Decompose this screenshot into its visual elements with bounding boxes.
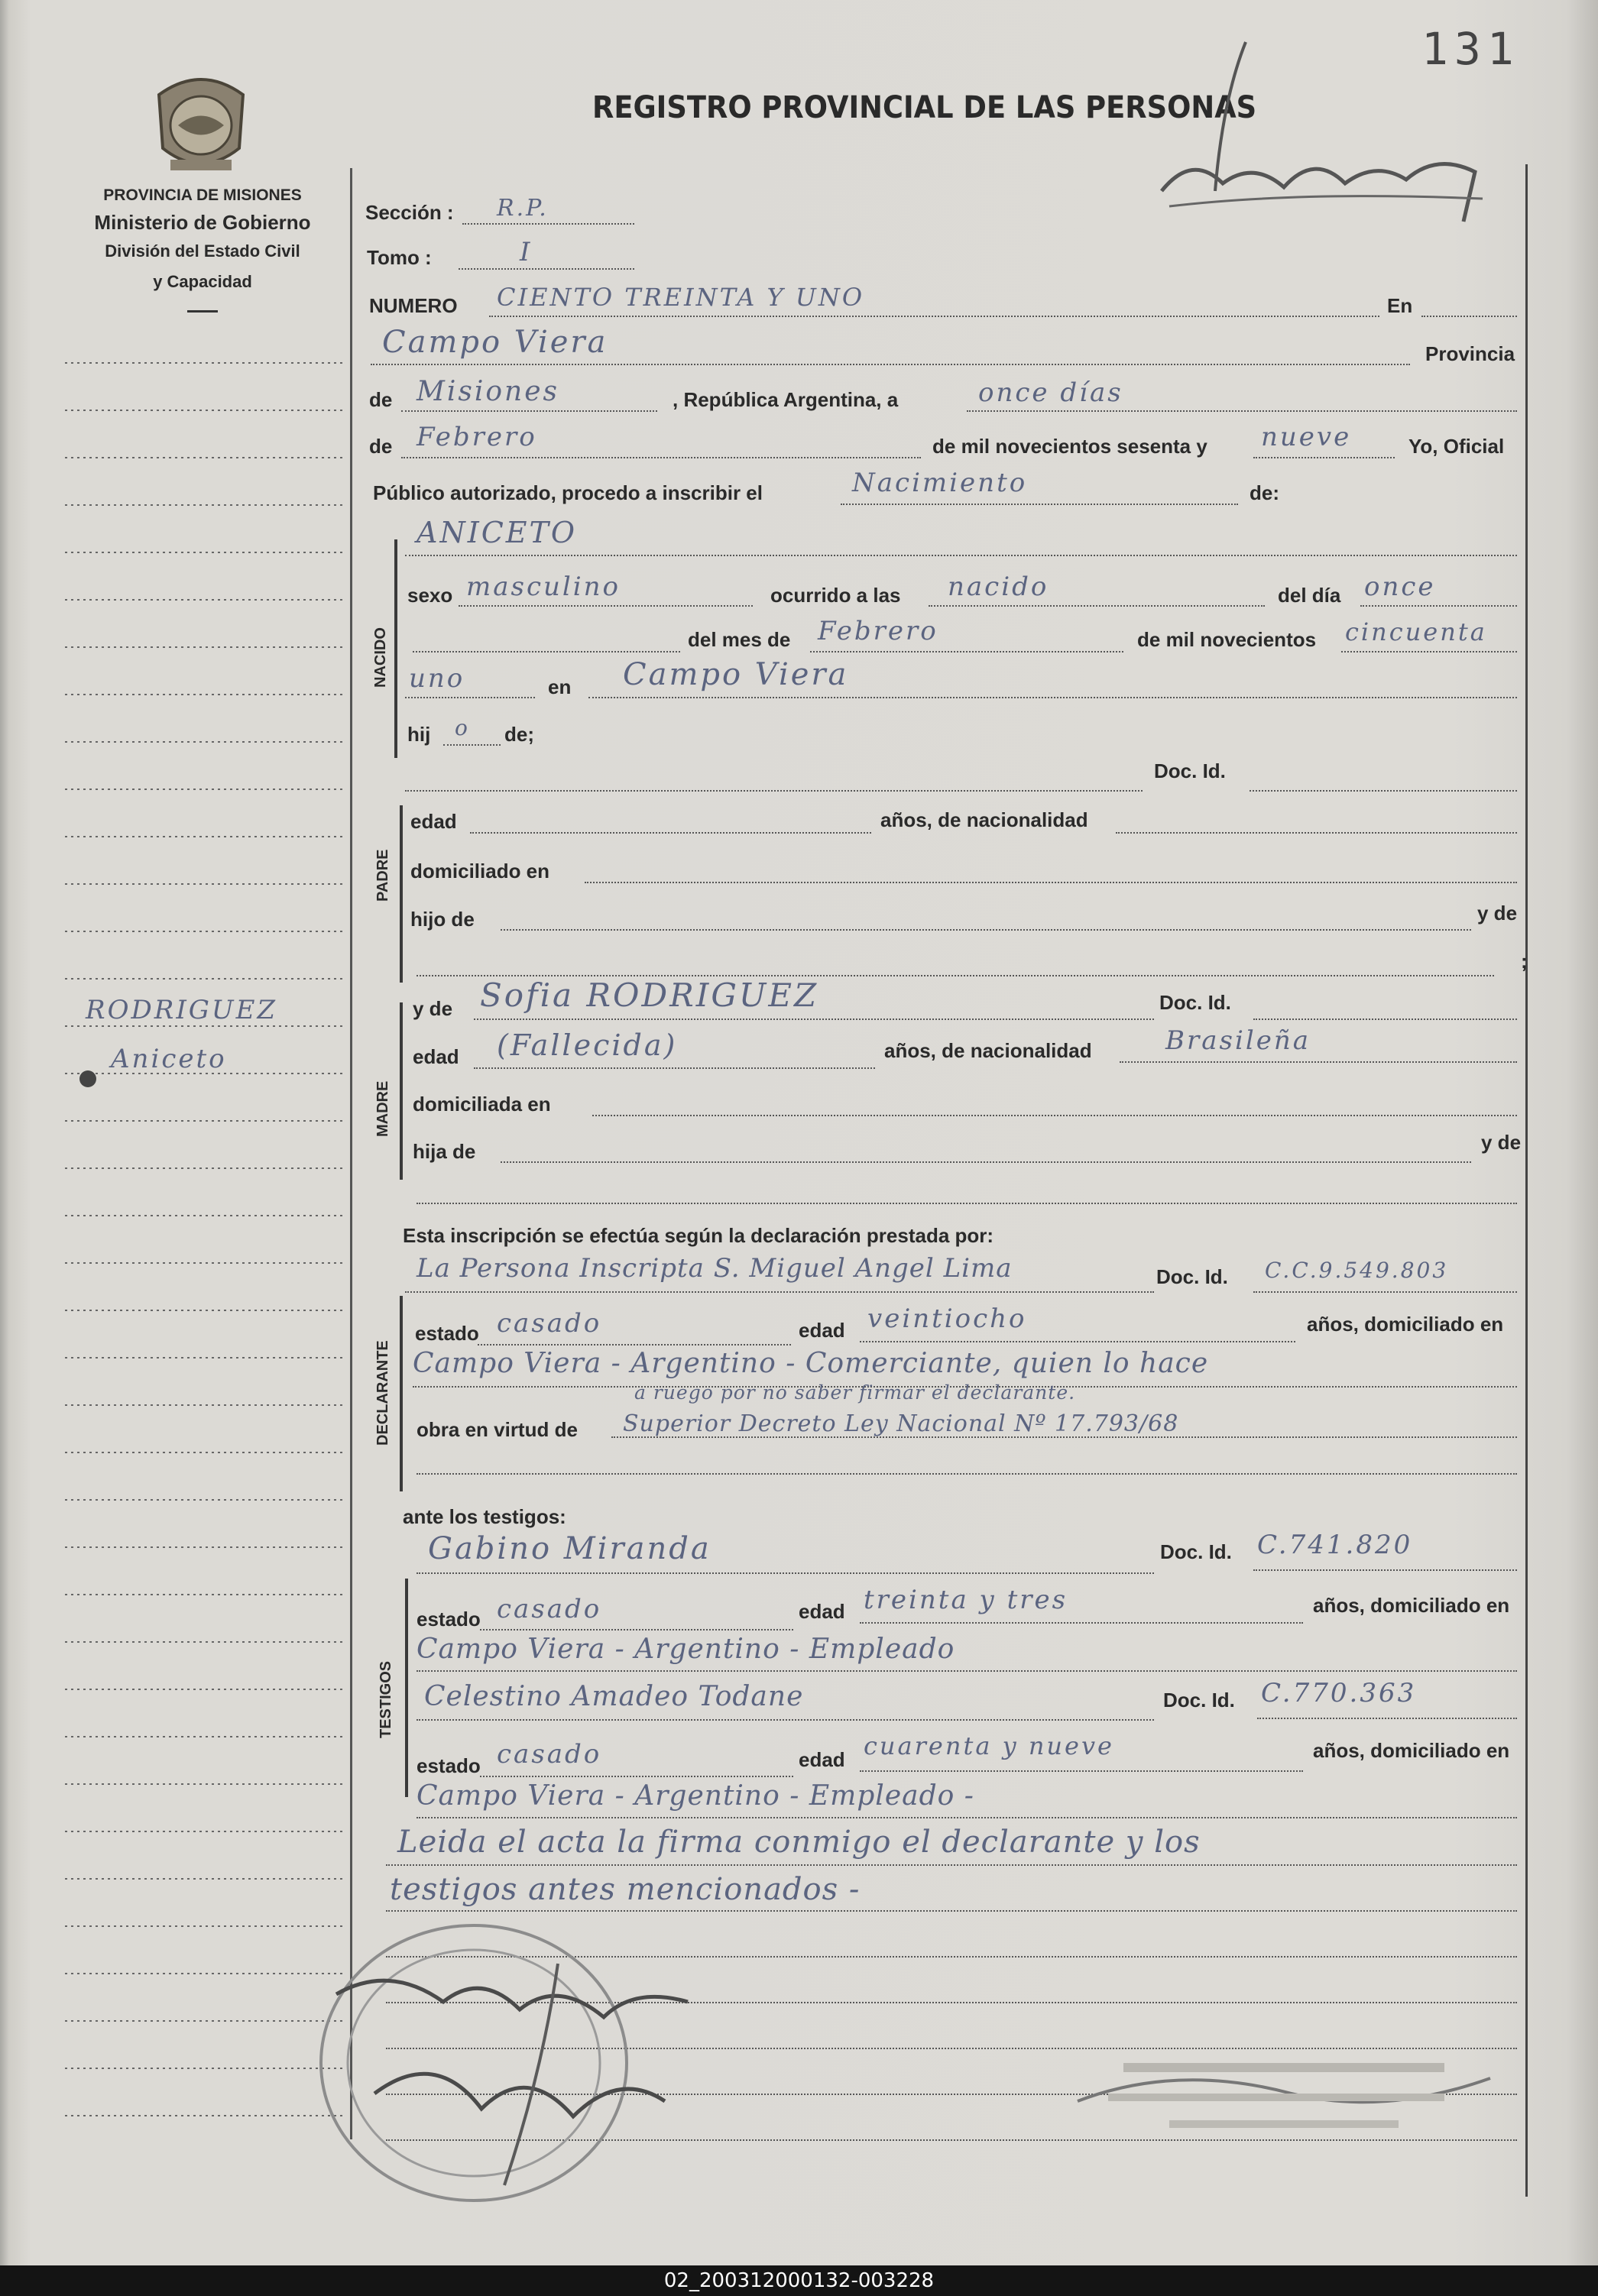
- section-testigos: TESTIGOS: [378, 1660, 394, 1738]
- label-madre-domicilio: domiciliada en: [413, 1093, 551, 1116]
- label-testigo2-estado: estado: [417, 1754, 481, 1777]
- line-madre-extra: [417, 1203, 1517, 1204]
- value-lugar-nac: Campo Viera: [623, 657, 849, 692]
- label-de-mil-novecientos: de mil novecientos: [1137, 628, 1317, 651]
- value-hij: o: [455, 715, 470, 740]
- line-en: [1421, 316, 1517, 317]
- label-ocurrido: ocurrido a las: [770, 584, 901, 607]
- label-padre-hijo-de: hijo de: [410, 908, 475, 931]
- label-seccion: Sección :: [365, 201, 454, 224]
- value-numero: CIENTO TREINTA Y UNO: [497, 283, 865, 312]
- madre-bracket: [400, 1002, 403, 1180]
- section-nacido: NACIDO: [372, 627, 389, 688]
- label-de-semicolon: de;: [504, 723, 534, 746]
- value-declarante-nota: a ruego por no saber firmar el declarante.: [634, 1381, 1076, 1404]
- section-madre: MADRE: [374, 1080, 391, 1137]
- line-numero: [489, 316, 1379, 317]
- label-testigo2-doc: Doc. Id.: [1163, 1689, 1235, 1711]
- right-border-line: [1525, 164, 1528, 2197]
- label-obra-virtud: obra en virtud de: [417, 1418, 578, 1441]
- line-testigo2: [417, 1719, 1154, 1721]
- value-mes-nac: Febrero: [818, 616, 938, 646]
- label-padre-semicolon: ;: [1521, 950, 1528, 973]
- line-anio-nac-b: [405, 697, 535, 698]
- line-cierre-1: [386, 1864, 1517, 1866]
- line-madre-hija-de: [501, 1161, 1471, 1163]
- padre-bracket: [400, 805, 403, 983]
- label-de-1: de: [369, 388, 393, 411]
- line-padre-hijo-de: [501, 929, 1471, 931]
- label-ante-testigos: ante los testigos:: [403, 1505, 566, 1528]
- official-signature-stamp: [1062, 2048, 1506, 2147]
- line-madre-doc: [1253, 1018, 1517, 1020]
- label-testigo1-doc: Doc. Id.: [1160, 1540, 1232, 1563]
- line-lugar-nac: [588, 697, 1517, 698]
- label-del-dia: del día: [1278, 584, 1341, 607]
- line-mes: [401, 457, 921, 458]
- label-padre-edad: edad: [410, 810, 457, 833]
- label-en-lugar: en: [548, 675, 572, 698]
- label-de-2: de: [369, 435, 393, 458]
- value-anio-nac-b: uno: [409, 663, 465, 694]
- value-dia-nac: once: [1364, 572, 1436, 602]
- value-ocurrido: nacido: [948, 572, 1049, 602]
- line-padre-nacionalidad: [1116, 832, 1517, 834]
- label-madre-y-de-2: y de: [1481, 1131, 1522, 1154]
- line-madre-domicilio: [592, 1115, 1517, 1116]
- line-dia-nac: [1360, 605, 1517, 607]
- label-del-mes: del mes de: [688, 628, 791, 651]
- line-mes-nac: [810, 651, 1123, 653]
- value-madre-nacionalidad: Brasileña: [1165, 1025, 1311, 1056]
- label-declarante-edad: edad: [799, 1319, 845, 1342]
- line-declarante-doc: [1253, 1291, 1517, 1293]
- label-testigo2-domicilio: años, domiciliado en: [1313, 1739, 1510, 1762]
- value-cierre-2: testigos antes mencionados -: [390, 1872, 861, 1907]
- label-republica: , República Argentina, a: [673, 388, 899, 411]
- line-testigo2-estado: [480, 1776, 793, 1777]
- value-tomo: I: [520, 237, 533, 267]
- line-testigo1: [417, 1572, 1154, 1574]
- line-nombre: [405, 555, 1517, 556]
- label-de-colon: de:: [1250, 481, 1279, 504]
- value-testigo1: Gabino Miranda: [428, 1531, 711, 1566]
- label-padre-nacionalidad: años, de nacionalidad: [880, 808, 1088, 831]
- document-title: REGISTRO PROVINCIAL DE LAS PERSONAS: [592, 90, 1257, 125]
- label-hij: hij: [407, 723, 431, 746]
- line-nac-row2-start: [413, 651, 680, 653]
- line-sexo: [459, 605, 753, 607]
- value-madre-nombre: Sofia RODRIGUEZ: [480, 976, 819, 1014]
- value-testigo1-domicilio: Campo Viera - Argentino - Empleado: [417, 1634, 955, 1665]
- line-lugar: [371, 364, 1410, 365]
- value-testigo1-estado: casado: [497, 1594, 602, 1624]
- value-mes: Febrero: [417, 422, 537, 452]
- value-cierre-1: Leida el acta la firma conmigo el declarante y los: [397, 1825, 1201, 1860]
- registrar-signature: [1146, 38, 1513, 237]
- value-testigo1-doc: C.741.820: [1257, 1530, 1413, 1560]
- page-number: 131: [1421, 23, 1520, 75]
- witness-signatures: [329, 1956, 757, 2200]
- label-testigo1-domicilio: años, domiciliado en: [1313, 1594, 1510, 1617]
- header-division: División del Estado Civil: [105, 241, 300, 261]
- line-declarante-estado: [478, 1344, 791, 1346]
- line-hij: [443, 744, 501, 746]
- value-testigo1-edad: treinta y tres: [864, 1585, 1068, 1615]
- label-de-mil-sesenta: de mil novecientos sesenta y: [932, 435, 1207, 458]
- value-seccion: R.P.: [497, 195, 549, 222]
- header-province: PROVINCIA DE MISIONES: [103, 186, 302, 204]
- line-testigo2-doc: [1257, 1718, 1517, 1719]
- line-anio: [1253, 457, 1395, 458]
- line-seccion: [462, 223, 634, 225]
- line-inscribir: [841, 504, 1238, 505]
- value-declarante-edad: veintiocho: [867, 1303, 1027, 1334]
- declarante-bracket: [400, 1296, 403, 1491]
- label-madre-hija-de: hija de: [413, 1140, 476, 1163]
- label-testigo1-estado: estado: [417, 1608, 481, 1631]
- label-declarante-estado: estado: [415, 1322, 479, 1345]
- value-anio: nueve: [1261, 422, 1352, 452]
- line-declarante: [405, 1291, 1154, 1293]
- label-padre-y-de: y de: [1477, 902, 1518, 925]
- line-declarante-extra: [417, 1473, 1517, 1475]
- label-padre-domicilio: domiciliado en: [410, 860, 550, 882]
- line-testigo2-edad: [860, 1770, 1303, 1772]
- line-madre-edad: [474, 1067, 875, 1069]
- header-capacity: y Capacidad: [153, 272, 252, 291]
- label-testigo1-edad: edad: [799, 1600, 845, 1623]
- label-madre-y-de: y de: [413, 997, 453, 1020]
- testigos-bracket: [405, 1579, 408, 1797]
- label-publico: Público autorizado, procedo a inscribir el: [373, 481, 763, 504]
- line-testigo2-domicilio: [417, 1817, 1517, 1818]
- image-id-footer: 02_200312000132-003228: [0, 2265, 1598, 2296]
- line-padre-nombre: [405, 790, 1143, 792]
- label-padre-doc: Doc. Id.: [1154, 759, 1226, 782]
- line-padre-doc: [1250, 790, 1517, 792]
- label-provincia: Provincia: [1425, 342, 1515, 365]
- line-madre-nacionalidad: [1120, 1061, 1517, 1063]
- value-lugar: Campo Viera: [382, 325, 608, 360]
- value-declarante-doc: C.C.9.549.803: [1265, 1258, 1449, 1283]
- line-madre-nombre: [474, 1018, 1154, 1020]
- line-padre-edad: [470, 832, 871, 834]
- line-testigo1-estado: [480, 1629, 793, 1631]
- label-esta-inscripcion: Esta inscripción se efectúa según la declaración prestada por:: [403, 1224, 994, 1247]
- value-sexo: masculino: [466, 572, 621, 602]
- line-testigo1-edad: [860, 1622, 1303, 1624]
- value-nombre: ANICETO: [417, 516, 578, 549]
- label-madre-doc: Doc. Id.: [1159, 991, 1231, 1014]
- line-ocurrido: [929, 605, 1265, 607]
- value-inscribir: Nacimiento: [852, 468, 1028, 498]
- value-testigo2-edad: cuarenta y nueve: [864, 1731, 1114, 1760]
- value-anio-nac-a: cincuenta: [1345, 617, 1487, 646]
- label-declarante-domicilio: años, domiciliado en: [1307, 1313, 1504, 1336]
- value-declarante-estado: casado: [497, 1308, 602, 1339]
- section-padre: PADRE: [374, 849, 391, 902]
- line-tomo: [459, 268, 634, 270]
- label-yo-oficial: Yo, Oficial: [1408, 435, 1505, 458]
- margin-given-name: Aniceto: [111, 1044, 227, 1074]
- value-provincia: Misiones: [417, 376, 560, 407]
- value-madre-edad: (Fallecida): [497, 1028, 678, 1062]
- label-testigo2-edad: edad: [799, 1748, 845, 1771]
- label-tomo: Tomo :: [367, 246, 432, 269]
- value-testigo2-domicilio: Campo Viera - Argentino - Empleado -: [417, 1780, 974, 1812]
- section-declarante: DECLARANTE: [374, 1340, 391, 1446]
- label-sexo: sexo: [407, 584, 453, 607]
- label-madre-nacionalidad: años, de nacionalidad: [884, 1039, 1092, 1062]
- line-testigo1-domicilio: [417, 1670, 1517, 1672]
- value-declarante-domicilio: Campo Viera - Argentino - Comerciante, quien lo hace: [413, 1348, 1209, 1379]
- label-madre-edad: edad: [413, 1045, 459, 1068]
- value-testigo2-estado: casado: [497, 1739, 602, 1770]
- line-dia: [967, 410, 1517, 412]
- line-obra-virtud: [611, 1436, 1517, 1438]
- line-provincia-nombre: [401, 410, 657, 412]
- line-declarante-edad: [860, 1341, 1295, 1342]
- value-obra-virtud: Superior Decreto Ley Nacional Nº 17.793/68: [623, 1410, 1179, 1437]
- value-testigo2-doc: C.770.363: [1261, 1678, 1417, 1708]
- label-declarante-doc: Doc. Id.: [1156, 1265, 1228, 1288]
- value-declarante: La Persona Inscripta S. Miguel Angel Lima: [417, 1253, 1013, 1284]
- label-numero: NUMERO: [369, 294, 458, 317]
- line-padre-domicilio: [585, 882, 1517, 883]
- value-testigo2: Celestino Amadeo Todane: [424, 1681, 804, 1712]
- line-anio-nac: [1341, 651, 1517, 653]
- line-testigo1-doc: [1253, 1569, 1517, 1571]
- margin-surname: RODRIGUEZ: [86, 995, 278, 1025]
- label-en: En: [1387, 294, 1413, 317]
- value-dia: once días: [978, 377, 1123, 408]
- header-ministry: Ministerio de Gobierno: [94, 211, 311, 234]
- nacido-bracket: [394, 539, 397, 758]
